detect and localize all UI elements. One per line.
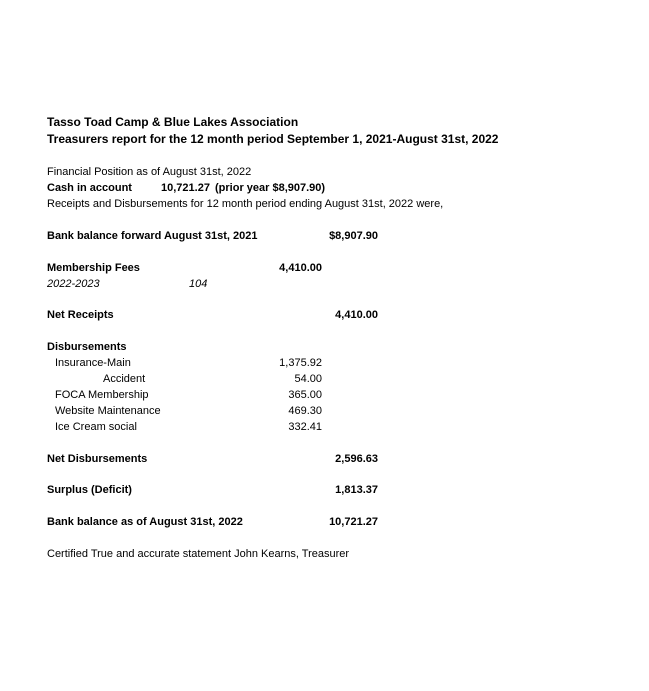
disbursement-item-value: 332.41 <box>288 421 322 433</box>
cash-label: Cash in account <box>47 182 132 194</box>
receipts-intro: Receipts and Disbursements for 12 month period ending August 31st, 2022 were, <box>47 198 444 210</box>
net-disbursements-value: 2,596.63 <box>335 453 378 465</box>
disbursement-item-value: 469.30 <box>288 405 322 417</box>
disbursement-item-label: Website Maintenance <box>55 405 161 417</box>
disbursement-item-label: FOCA Membership <box>55 389 149 401</box>
disbursement-item-value: 365.00 <box>288 389 322 401</box>
financial-position-heading: Financial Position as of August 31st, 2022 <box>47 166 252 178</box>
net-receipts-value: 4,410.00 <box>335 309 378 321</box>
disbursement-item-value: 1,375.92 <box>279 357 322 369</box>
net-disbursements-label: Net Disbursements <box>47 453 148 465</box>
bank-end-value: 10,721.27 <box>329 516 378 528</box>
surplus-label: Surplus (Deficit) <box>47 484 132 496</box>
certification-statement: Certified True and accurate statement John Kearns, Treasurer <box>47 548 350 560</box>
membership-count: 104 <box>189 278 208 290</box>
report-subtitle: Treasurers report for the 12 month period September 1, 2021-August 31st, 2022 <box>47 132 499 146</box>
report-title: Tasso Toad Camp & Blue Lakes Association <box>47 115 299 129</box>
disbursement-item-label: Insurance-Main <box>55 357 131 369</box>
disbursements-heading: Disbursements <box>47 341 127 353</box>
disbursement-item-value: 54.00 <box>294 373 322 385</box>
cash-prior-year: (prior year $8,907.90) <box>215 182 326 194</box>
membership-fees-label: Membership Fees <box>47 262 140 274</box>
bank-forward-label: Bank balance forward August 31st, 2021 <box>47 230 258 242</box>
disbursement-item-label: Accident <box>103 373 146 385</box>
bank-forward-value: $8,907.90 <box>329 230 378 242</box>
surplus-value: 1,813.37 <box>335 484 378 496</box>
membership-year: 2022-2023 <box>47 278 100 290</box>
membership-fees-value: 4,410.00 <box>279 262 322 274</box>
cash-value: 10,721.27 <box>161 182 210 194</box>
disbursement-item-label: Ice Cream social <box>55 421 137 433</box>
bank-end-label: Bank balance as of August 31st, 2022 <box>47 516 243 528</box>
net-receipts-label: Net Receipts <box>47 309 114 321</box>
